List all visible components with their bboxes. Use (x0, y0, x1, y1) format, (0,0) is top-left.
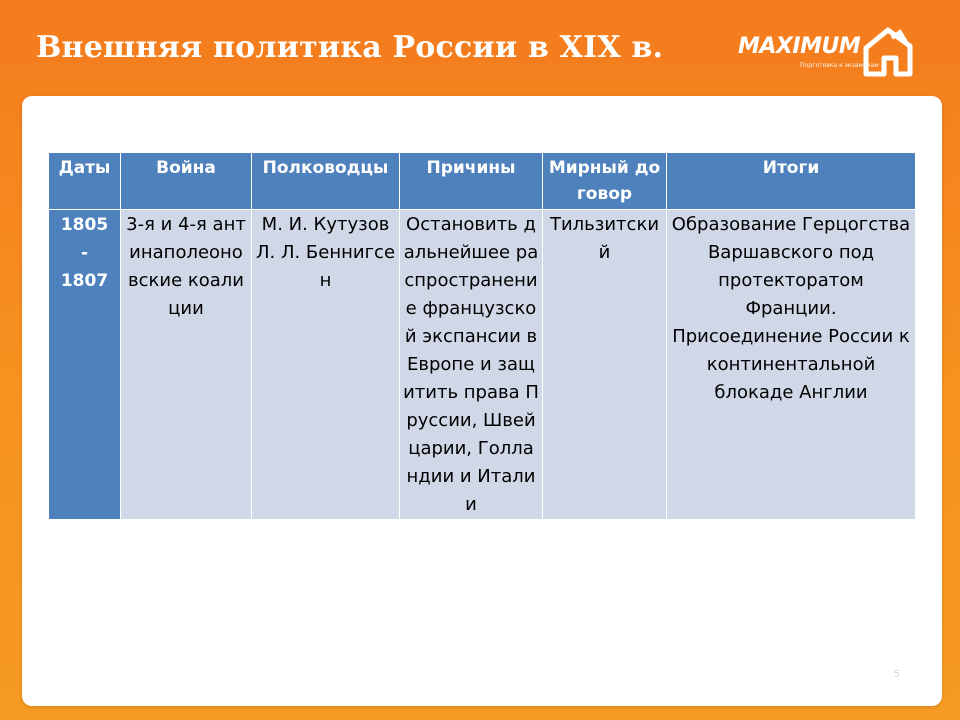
header-commanders: Полководцы (252, 153, 400, 210)
content-panel (22, 96, 942, 706)
table-row (49, 210, 916, 520)
date-end: 1807 (60, 271, 109, 291)
commander-kutuzov: М. И. Кутузов (261, 214, 390, 235)
header-dates: Даты (49, 153, 121, 210)
header-causes: Причины (400, 153, 543, 210)
date-start: 1805 (60, 215, 109, 235)
result-blockade: Присоединение России к континентальной блокаде Англии (672, 326, 910, 403)
header-results: Итоги (667, 153, 916, 210)
logo-wordmark: MAXIMUM (738, 34, 861, 59)
maximum-logo (736, 24, 916, 84)
page-number: 5 (893, 669, 900, 680)
cell-causes: Остановить дальнейшее распространение французской экспансии в Европе и защитить права Пруссии, Швейцарии, Голландии и Италии (400, 210, 543, 520)
house-logo-icon (862, 24, 914, 80)
logo-tagline: Подготовка к экзаменам (800, 62, 879, 69)
foreign-policy-table (48, 152, 916, 520)
cell-results (667, 210, 916, 520)
result-warsaw-duchy: Образование Герцогства Варшавского под протекторатом Франции. (671, 214, 911, 319)
header-treaty: Мирный договор (543, 153, 667, 210)
table-header-row (49, 153, 916, 210)
header-war: Война (121, 153, 252, 210)
slide-title: Внешняя политика России в XIX в. (36, 30, 664, 65)
cell-treaty: Тильзитский (543, 210, 667, 520)
cell-dates (49, 210, 121, 520)
date-separator: - (80, 243, 89, 263)
commander-bennigsen: Л. Л. Беннигсен (255, 242, 396, 291)
cell-war: 3-я и 4-я антинаполеоновские коалиции (121, 210, 252, 520)
cell-commanders (252, 210, 400, 520)
